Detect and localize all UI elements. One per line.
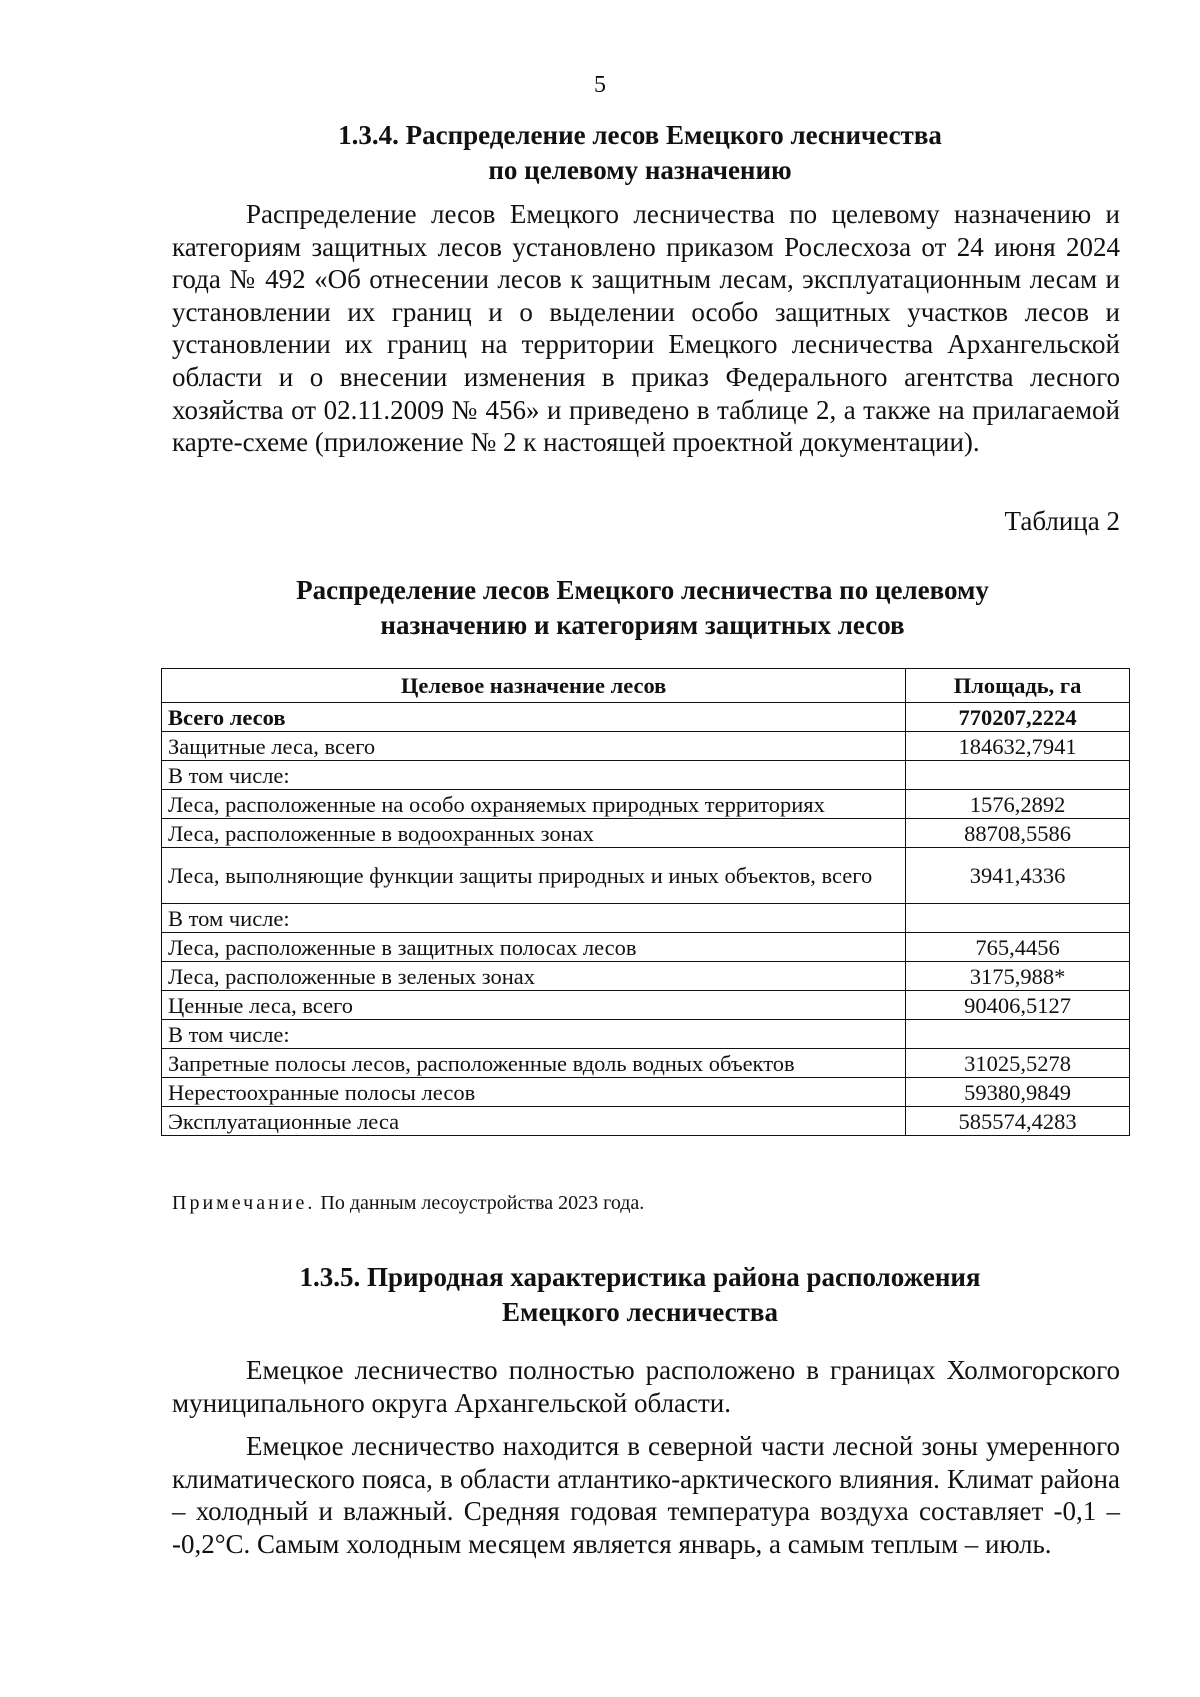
row-name: В том числе: [162,1020,906,1049]
table-row [162,732,1130,761]
table-row [162,790,1130,819]
table-row [162,1020,1130,1049]
table-row [162,991,1130,1020]
table-label: Таблица 2 [1004,506,1120,536]
row-value: 585574,4283 [906,1107,1130,1136]
row-name: Всего лесов [162,703,906,732]
forest-distribution-table [161,668,1130,1136]
row-value: 88708,5586 [906,819,1130,848]
row-value [906,904,1130,933]
row-name: Леса, расположенные в зеленых зонах [162,962,906,991]
row-name: В том числе: [162,761,906,790]
table-title-line-2: назначению и категориям защитных лесов [380,610,905,640]
table-row [162,962,1130,991]
row-name: Леса, расположенные в защитных полосах лесов [162,933,906,962]
header-area: Площадь, га [906,669,1130,703]
row-name: Леса, расположенные на особо охраняемых природных территориях [162,790,906,819]
table-row [162,904,1130,933]
row-name: Леса, выполняющие функции защиты природных и иных объектов, всего [162,848,906,904]
table-title [160,573,1125,643]
section-heading-1-3-5 [160,1260,1120,1330]
page-number: 5 [594,72,606,98]
row-value: 3175,988* [906,962,1130,991]
table-note [172,1192,644,1215]
row-name: В том числе: [162,904,906,933]
row-name: Ценные леса, всего [162,991,906,1020]
row-name: Нерестоохранные полосы лесов [162,1078,906,1107]
section-heading-line-1: 1.3.4. Распределение лесов Емецкого лесничества [338,120,942,150]
table-row [162,819,1130,848]
row-value: 1576,2892 [906,790,1130,819]
row-value: 765,4456 [906,933,1130,962]
table-row [162,933,1130,962]
section-heading-line-2: Емецкого лесничества [502,1297,778,1327]
section-heading-1-3-4 [160,118,1120,188]
table-row [162,761,1130,790]
section-heading-line-1: 1.3.5. Природная характеристика района расположения [299,1262,981,1292]
row-value [906,761,1130,790]
row-value [906,1020,1130,1049]
row-value: 770207,2224 [906,703,1130,732]
row-value: 31025,5278 [906,1049,1130,1078]
table-row [162,1078,1130,1107]
row-value: 3941,4336 [906,848,1130,904]
note-label: Примечание. [172,1192,316,1214]
section-paragraph-1: Емецкое лесничество полностью расположено в границах Холмогорского муниципального округа Архангельской области. [172,1355,1120,1418]
row-value: 90406,5127 [906,991,1130,1020]
table-row [162,848,1130,904]
table-row [162,703,1130,732]
row-name: Леса, расположенные в водоохранных зонах [162,819,906,848]
row-name: Защитные леса, всего [162,732,906,761]
section-heading-line-2: по целевому назначению [488,155,792,185]
header-purpose: Целевое назначение лесов [162,669,906,703]
row-name: Запретные полосы лесов, расположенные вдоль водных объектов [162,1049,906,1078]
note-text: По данным лесоустройства 2023 года. [320,1192,645,1214]
row-value: 59380,9849 [906,1078,1130,1107]
table-row [162,1107,1130,1136]
table-title-line-1: Распределение лесов Емецкого лесничества по целевому [296,575,989,605]
table-row [162,1049,1130,1078]
section-paragraph: Распределение лесов Емецкого лесничества по целевому назначению и категориям защитных лесов установлено приказом Рослесхоза от 24 июня 2024 года № 492 «Об отнесении лесов к защитным лесам, эксплуатационным лесам и установлении их границ и о выделении особо защитных участков лесов и установлении их границ на территории Емецкого лесничества Архангельской области и о внесении изменения в приказ Федерального агентства лесного хозяйства от 02.11.2009 № 456» и приведено в таблице 2, а также на прилагаемой карте-схеме (приложение № 2 к настоящей проектной документации). [172,199,1120,458]
row-value: 184632,7941 [906,732,1130,761]
row-name: Эксплуатационные леса [162,1107,906,1136]
section-paragraph-2: Емецкое лесничество находится в северной части лесной зоны умеренного климатического пояса, в области атлантико-арктического влияния. Климат района – холодный и влажный. Средняя годовая температура воздуха составляет -0,1 – -0,2°C. Самым холодным месяцем является январь, а самым теплым – июль. [172,1431,1120,1559]
table-header-row [162,669,1130,703]
